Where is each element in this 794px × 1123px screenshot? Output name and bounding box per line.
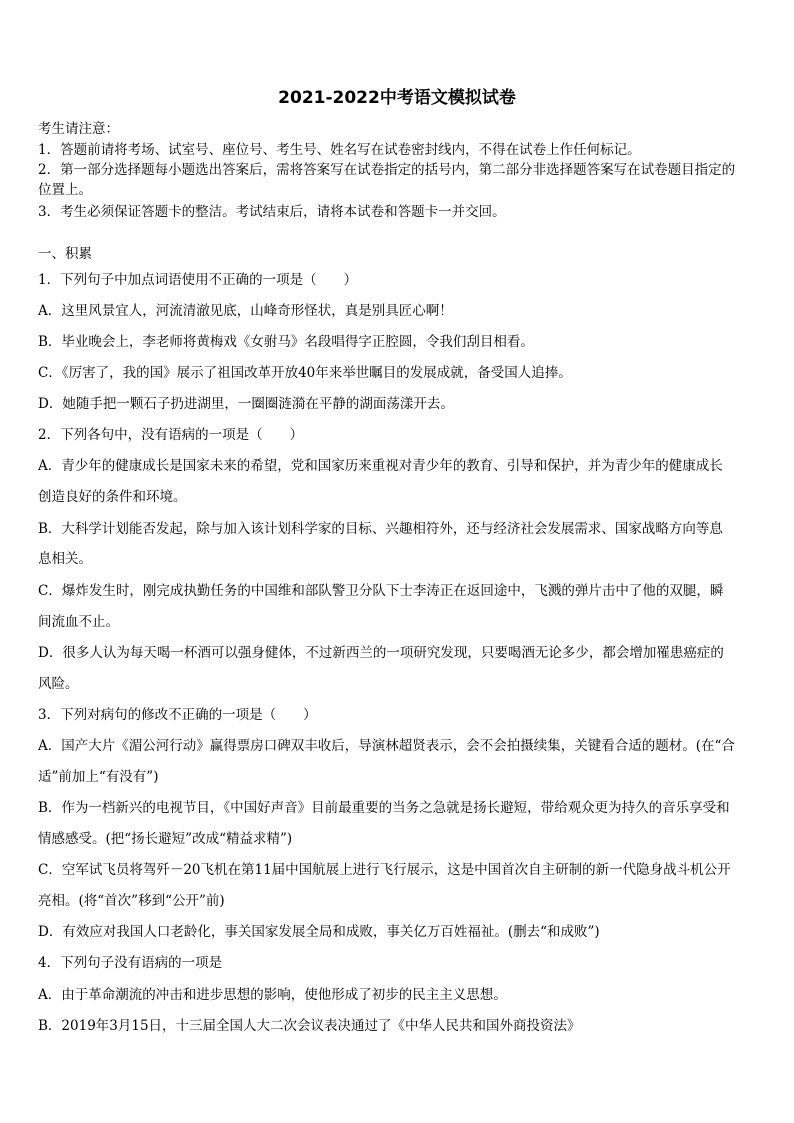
option-continued: 亮相。(将“首次”移到“公开”前) [38,893,225,909]
option: B．毕业晚会上，李老师将黄梅戏《女驸马》名段唱得字正腔圆，令我们刮目相看。 [38,334,534,350]
section-heading: 一、积累 [38,246,92,262]
question-stem: 4．下列句子没有语病的一项是 [38,955,223,971]
option: C．空军试飞员将驾歼－20飞机在第11届中国航展上进行飞行展示，这是中国首次自主研制的新一代隐身战斗机公开 [38,862,731,878]
option: D．她随手把一颗石子扔进湖里，一圈圈涟漪在平静的湖面荡漾开去。 [38,396,454,412]
option: B．作为一档新兴的电视节目，《中国好声音》目前最重要的当务之急就是扬长避短，带给观众更为持久的音乐享受和 [38,800,730,816]
notice-item: 3．考生必须保证答题卡的整洁。考试结束后，请将本试卷和答题卡一并交回。 [38,204,506,220]
option-continued: 创造良好的条件和环境。 [38,489,187,505]
notice-heading: 考生请注意： [38,121,119,137]
option: A．由于革命潮流的冲击和进步思想的影响，使他形成了初步的民主主义思想。 [38,987,507,1003]
option-continued: 息相关。 [38,551,92,567]
option-continued: 情感感受。(把“扬长避短”改成“精益求精”) [38,831,293,847]
question-stem: 1．下列句子中加点词语使用不正确的一项是（ ） [38,272,358,288]
option: A．这里风景宜人，河流清澈见底，山峰奇形怪状，真是别具匠心啊！ [38,303,453,319]
option: A．青少年的健康成长是国家未来的希望，党和国家历来重视对青少年的教育、引导和保护，并为青少年的健康成长 [38,458,723,474]
question-stem: 2．下列各句中，没有语病的一项是（ ） [38,427,304,443]
page-title: 2021-2022中考语文模拟试卷 [278,88,516,108]
option: A．国产大片《湄公河行动》赢得票房口碑双丰收后，导演林超贤表示，会不会拍摄续集，关键看合适的题材。(在“合 [38,738,735,754]
option: C．《厉害了，我的国》展示了祖国改革开放40年来举世瞩目的发展成就，备受国人追捧。 [38,365,572,381]
option-continued: 风险。 [38,676,79,692]
option: D．有效应对我国人口老龄化，事关国家发展全局和成败，事关亿万百姓福祉。(删去“和成败”) [38,924,600,940]
notice-item: 1．答题前请将考场、试室号、座位号、考生号、姓名写在试卷密封线内，不得在试卷上作任何标记。 [38,142,641,158]
option-continued: 适”前加上“有没有”) [38,769,159,785]
notice-item: 2．第一部分选择题每小题选出答案后，需将答案写在试卷指定的括号内，第二部分非选择题答案写在试卷题目指定的 [38,162,736,178]
option: B．2019年3月15日，十三届全国人大二次会议表决通过了《中华人民共和国外商投资法》 [38,1018,581,1034]
option-continued: 间流血不止。 [38,614,119,630]
option: C．爆炸发生时，刚完成执勤任务的中国维和部队警卫分队下士李涛正在返回途中，飞溅的弹片击中了他的双腿，瞬 [38,583,724,599]
question-stem: 3．下列对病句的修改不正确的一项是（ ） [38,707,317,723]
option: D．很多人认为每天喝一杯酒可以强身健体，不过新西兰的一项研究发现，只要喝酒无论多少，都会增加罹患癌症的 [38,645,724,661]
option: B．大科学计划能否发起，除与加入该计划科学家的目标、兴趣相符外，还与经济社会发展需求、国家战略方向等息 [38,521,723,537]
notice-item: 位置上。 [38,182,92,198]
